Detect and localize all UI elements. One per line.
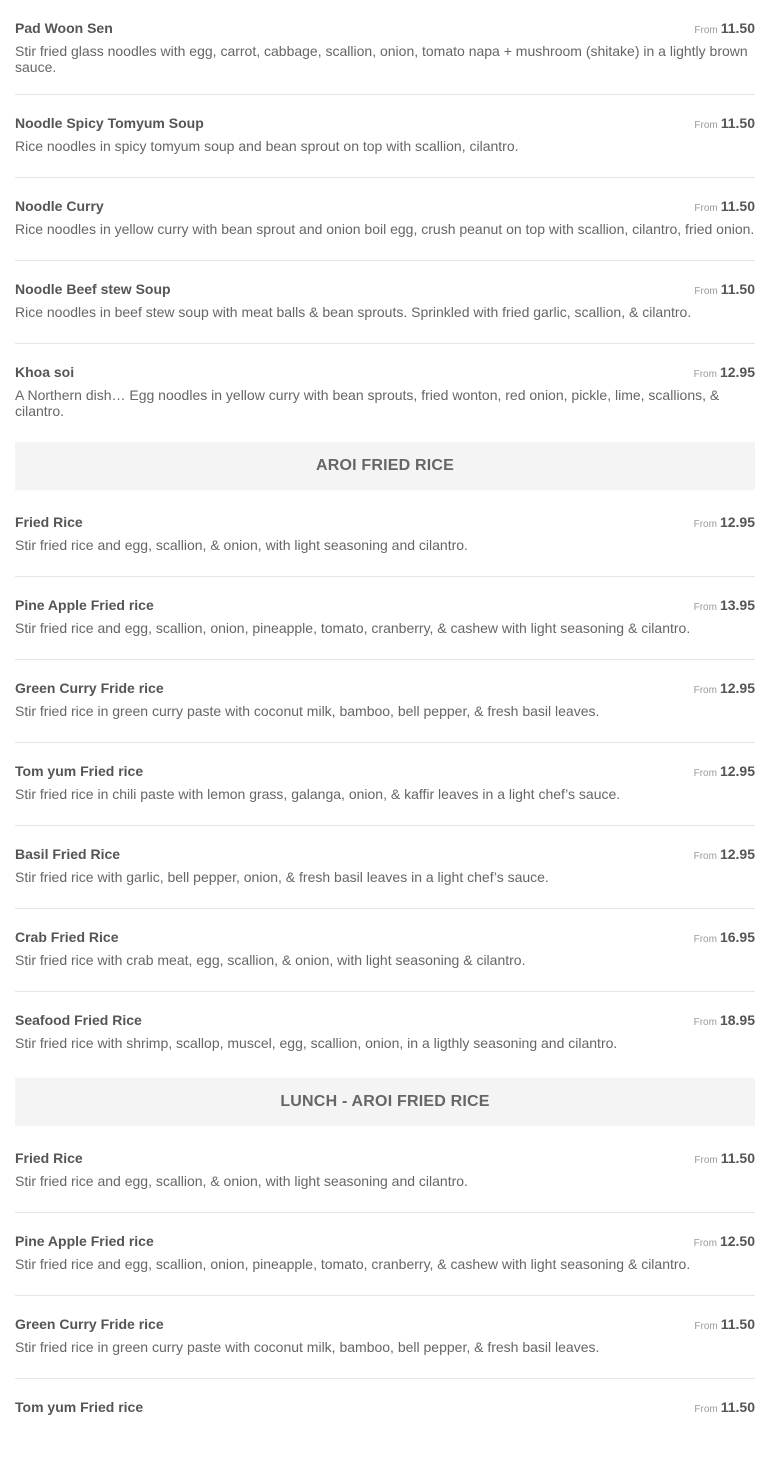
price-group [694,198,755,216]
price-group [694,1233,755,1251]
menu-item-description: Rice noodles in spicy tomyum soup and bean sprout on top with scallion, cilantro. [15,138,519,154]
menu-item-name: Fried Rice [15,1150,83,1166]
menu-item-header [15,929,755,949]
price-group [694,680,755,698]
price-from-label: From [694,203,718,214]
price-from-label: From [693,685,717,696]
menu-item-header [15,680,755,700]
menu-item-name: Khoa soi [15,364,75,380]
menu-item-price: 12.95 [719,364,755,380]
menu-item-price: 11.50 [720,1316,755,1332]
menu-item-price: 11.50 [720,115,755,131]
price-from-label: From [694,25,718,36]
menu-item-name: Tom yum Fried rice [15,1399,144,1415]
menu-item-header [15,514,755,534]
menu-item[interactable] [15,343,755,438]
price-group [694,281,755,299]
price-from-label: From [693,602,717,613]
menu-item-header [15,1012,755,1032]
price-group [694,597,755,615]
menu-item-description: Stir fried rice in green curry paste with coconut milk, bamboo, bell pepper, & fresh basil leaves. [15,1339,600,1355]
menu-list [15,0,755,1461]
menu-item-price: 12.50 [719,1233,755,1249]
price-group [694,1012,755,1030]
price-from-label: From [694,120,718,131]
price-from-label: From [693,1238,717,1249]
section-header [15,1078,755,1126]
menu-item-price: 11.50 [720,281,755,297]
price-from-label: From [694,1404,718,1415]
price-from-label: From [694,1321,718,1332]
price-group [694,1150,755,1168]
menu-item-name: Noodle Beef stew Soup [15,281,171,297]
menu-item-description: Stir fried rice and egg, scallion, & onion, with light seasoning and cilantro. [15,1173,468,1189]
menu-item-name: Basil Fried Rice [15,846,121,862]
menu-item-header [15,597,755,617]
menu-item-description: Stir fried rice in chili paste with lemon grass, galanga, onion, & kaffir leaves in a light chef’s sauce. [15,786,621,802]
menu-item-price: 12.95 [719,680,755,696]
menu-item-price: 16.95 [719,929,755,945]
menu-item[interactable] [15,908,755,991]
price-group [694,20,755,38]
price-from-label: From [693,369,717,380]
price-group [694,514,755,532]
menu-item-price: 11.50 [720,20,755,36]
price-from-label: From [693,851,717,862]
menu-item-name: Fried Rice [15,514,83,530]
price-from-label: From [693,519,717,530]
price-group [694,1316,755,1334]
menu-item-name: Pine Apple Fried rice [15,597,154,613]
menu-item[interactable] [15,576,755,659]
price-group [694,846,755,864]
menu-item[interactable] [15,0,755,94]
menu-item-name: Noodle Curry [15,198,104,214]
menu-item-header [15,115,755,135]
menu-item[interactable] [15,659,755,742]
menu-item[interactable] [15,494,755,576]
menu-item-header [15,763,755,783]
menu-item[interactable] [15,742,755,825]
menu-item[interactable] [15,1130,755,1212]
price-from-label: From [694,1155,718,1166]
section-title: AROI FRIED RICE [315,457,455,474]
menu-item-description: Stir fried rice and egg, scallion, onion, pineapple, tomato, cranberry, & cashew with light seasoning & cilantro. [15,1256,691,1272]
menu-item-description: Rice noodles in beef stew soup with meat balls & bean sprouts. Sprinkled with fried garlic, scallion, & cilantro. [15,304,692,320]
price-group [694,1399,755,1417]
menu-item-price: 12.95 [719,514,755,530]
menu-item-header [15,846,755,866]
menu-item-name: Crab Fried Rice [15,929,119,945]
menu-item[interactable] [15,991,755,1074]
menu-item-name: Green Curry Fride rice [15,1316,164,1332]
price-group [694,364,755,382]
price-group [694,929,755,947]
menu-item-header [15,1399,755,1419]
menu-item-name: Noodle Spicy Tomyum Soup [15,115,204,131]
menu-item-name: Green Curry Fride rice [15,680,164,696]
menu-item-description: Stir fried glass noodles with egg, carrot, cabbage, scallion, onion, tomato napa + mushroom (shitake) in a lightly brown sauce. [15,43,748,75]
menu-item-description: Stir fried rice with garlic, bell pepper, onion, & fresh basil leaves in a light chef’s sauce. [15,869,549,885]
menu-item-header [15,1316,755,1336]
menu-item-price: 12.95 [719,763,755,779]
menu-item-price: 11.50 [720,1150,755,1166]
section-header [15,442,755,490]
menu-item-price: 13.95 [719,597,755,613]
menu-item-price: 11.50 [720,1399,755,1415]
menu-item-price: 18.95 [719,1012,755,1028]
menu-item-name: Seafood Fried Rice [15,1012,142,1028]
menu-item-header [15,281,755,301]
menu-item-description: Stir fried rice in green curry paste with coconut milk, bamboo, bell pepper, & fresh basil leaves. [15,703,600,719]
price-from-label: From [694,286,718,297]
menu-item[interactable] [15,1212,755,1295]
menu-item[interactable] [15,825,755,908]
menu-item-header [15,20,755,40]
menu-item[interactable] [15,1295,755,1378]
menu-item[interactable] [15,260,755,343]
price-from-label: From [693,934,717,945]
menu-item[interactable] [15,177,755,260]
menu-item-description: Stir fried rice and egg, scallion, & onion, with light seasoning and cilantro. [15,537,468,553]
price-from-label: From [693,768,717,779]
menu-item-header [15,1150,755,1170]
menu-item-description: Rice noodles in yellow curry with bean sprout and onion boil egg, crush peanut on top with scallion, cilantro, fried onion. [15,221,755,237]
menu-item-name: Tom yum Fried rice [15,763,144,779]
menu-item-header [15,198,755,218]
section-title: LUNCH - AROI FRIED RICE [280,1093,490,1110]
menu-item[interactable] [15,94,755,177]
menu-item-header [15,364,755,384]
price-group [694,763,755,781]
menu-item-price: 11.50 [720,198,755,214]
menu-item-description: Stir fried rice with shrimp, scallop, muscel, egg, scallion, onion, in a ligthly seasoning and cilantro. [15,1035,618,1051]
menu-item-description: A Northern dish… Egg noodles in yellow curry with bean sprouts, fried wonton, red onion, pickle, lime, scallions, & cilantro. [15,387,720,419]
menu-item-header [15,1233,755,1253]
price-group [694,115,755,133]
menu-item-description: Stir fried rice with crab meat, egg, scallion, & onion, with light seasoning & cilantro. [15,952,526,968]
menu-item-description: Stir fried rice and egg, scallion, onion, pineapple, tomato, cranberry, & cashew with light seasoning & cilantro. [15,620,691,636]
menu-item-name: Pad Woon Sen [15,20,113,36]
menu-item-name: Pine Apple Fried rice [15,1233,154,1249]
price-from-label: From [693,1017,717,1028]
menu-item[interactable] [15,1378,755,1461]
menu-item-price: 12.95 [719,846,755,862]
